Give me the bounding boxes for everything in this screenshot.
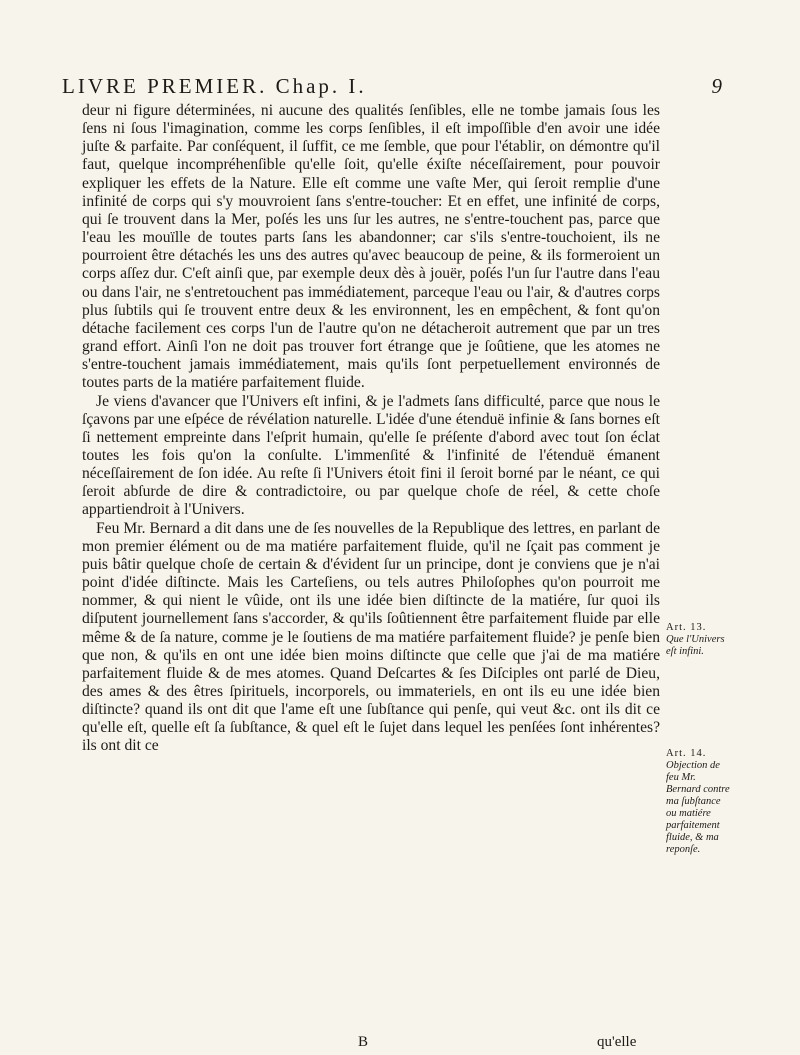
running-header: [62, 74, 722, 104]
margin-note-text: Que l'Univers eſt infini.: [666, 634, 725, 657]
article-number: Art. 14.: [666, 748, 707, 759]
paragraph: deur ni figure déterminées, ni aucune des qualités ſenſibles, elle ne tombe jamais ſous les ſens ni ſous l'imagination, comme les corps ſenſibles, il eſt impoſſible d'en avoir une idée juſte & parfaite. Par conſéquent, il ſuffit, ce me ſemble, que pour l'établir, on démontre qu'il faut, quelque incompréhenſible qu'elle ſoit, qu'elle éxiſte néceſſairement, pour pouvoir expliquer les effets de la Nature. Elle eſt comme une vaſte Mer, qui ſeroit remplie d'une infinité de corps qui s'y mouvroient ſans s'entre-toucher: Et en effet, une infinité de corps, qui ſe trouvent dans la Mer, poſés les uns ſur les autres, ne s'entre-touchent pas, parce que l'eau les mouïlle de toutes parts ſans les abandonner; car s'ils s'entre-touchoient, ils ne pourroient être détachés les uns des autres qu'avec beaucoup de peine, & ils formeroient un corps aſſez dur. C'eſt ainſi que, par exemple deux dès à jouër, poſés l'un ſur l'autre dans l'eau ou dans l'air, ne s'entretouchent pas immédiatement, parceque l'eau ou l'air, & d'autres corps plus ſubtils qui ſe trouvent entre deux & les environnent, les en empêchent, & font qu'on détache facilement ces corps l'un de l'autre qu'on ne détacheroit autrement que par un tres grand effort. Ainſi l'on ne doit pas trouver fort étrange que je ſoûtiene, que les atomes ne s'entre-touchent jamais immédiatement, mais qu'ils ſont perpetuellement environnés de toutes parts de la matiére parfaitement fluide.: [82, 102, 660, 392]
body-text: [82, 102, 660, 756]
signature-mark: B: [358, 1034, 369, 1050]
catchword: qu'elle: [597, 1034, 637, 1050]
page-number: 9: [711, 74, 722, 98]
margin-note: [666, 748, 730, 856]
margin-note: [666, 622, 730, 658]
paragraph: Feu Mr. Bernard a dit dans une de ſes nouvelles de la Republique des lettres, en parlant de mon premier élément ou de ma matiére parfaitement fluide, qu'il ne ſçait pas comment je puis bâtir quelque choſe de certain & d'évident ſur un principe, dont je conviens que je n'ai point d'idée diſtincte. Mais les Carteſiens, ou tels autres Philoſophes qu'on pourroit me nommer, & qui nient le vûide, ont ils une idée bien diſtincte de la matiére, ſur quoi ils diſputent journellement ſans s'accorder, & qu'ils ſoûtiennent être parfaitement fluide par elle même & de ſa nature, comme je le ſoutiens de ma matiére parfaitement fluide? je penſe bien que non, & qu'ils en ont une idée bien moins diſtincte que celle que j'ai de ma matiére parfaitement fluide & de mes atomes. Quand Deſcartes & ſes Diſciples ont parlé de Dieu, des ames & des êtres ſpirituels, incorporels, ou immateriels, en ont ils eu une idée bien diſtincte? quand ils ont dit que l'ame eſt une ſubſtance qui penſe, qui veut &c. ont ils dit ce qu'elle eſt, quelle eſt ſa ſubſtance, & quel eſt le ſujet dans lequel les penſées ſont inhérentes? ils ont dit ce: [82, 519, 660, 755]
margin-note-text: Objection de feu Mr. Bernard contre ma ſubſtance ou matiére parfaitement fluide, & ma reponſe.: [666, 760, 730, 855]
article-number: Art. 13.: [666, 622, 707, 633]
running-title: LIVRE PREMIER. Chap. I.: [62, 74, 367, 98]
paragraph: Je viens d'avancer que l'Univers eſt infini, & je l'admets ſans difficulté, parce que nous le ſçavons par une eſpéce de révélation naturelle. L'idée d'une étenduë infinie & ſans bornes eſt ſi nettement empreinte dans l'eſprit humain, qu'elle ſe préſente d'abord avec tout ſon éclat toutes les fois qu'on la conſulte. L'immenſité & l'infinité de l'étenduë émanent néceſſairement de ſon idée. Au reſte ſi l'Univers étoit fini il ſeroit borné par le néant, ce qui ſeroit abſurde de dire & contradictoire, ou par quelque choſe de réel, & cette choſe appartiendroit à l'Univers.: [82, 392, 660, 519]
